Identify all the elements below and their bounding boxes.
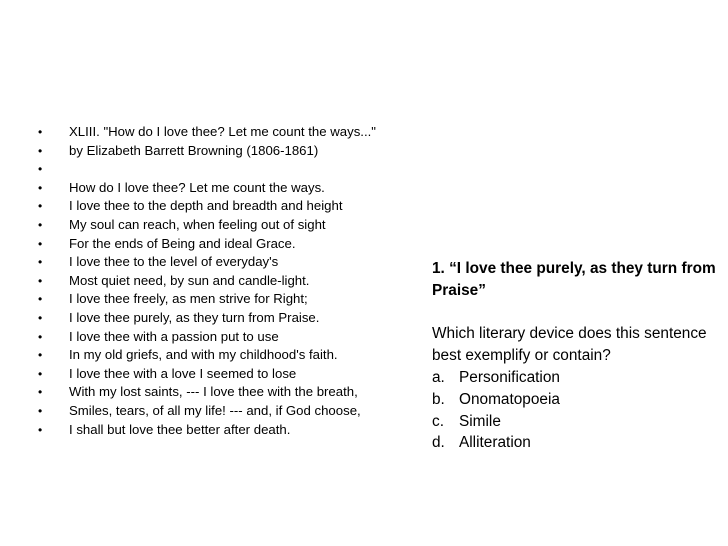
poem-line-text: My soul can reach, when feeling out of sight [69, 216, 326, 232]
question-prompt: Which literary device does this sentence best exemplify or contain? [432, 325, 707, 365]
poem-line [38, 216, 418, 235]
option-letter: a. [432, 368, 445, 386]
poem-line [38, 402, 418, 421]
bullet: • [38, 422, 43, 437]
answer-option-a [432, 367, 722, 389]
bullet: • [38, 255, 43, 270]
answer-options [432, 367, 722, 454]
bullet: • [38, 143, 43, 158]
bullet: • [38, 180, 43, 195]
poem-line [38, 160, 418, 179]
bullet: • [38, 403, 43, 418]
option-letter: d. [432, 434, 445, 452]
option-text: Alliteration [459, 434, 531, 452]
option-letter: b. [432, 390, 445, 408]
bullet: • [38, 199, 43, 214]
bullet: • [38, 236, 43, 251]
poem-line [38, 309, 418, 328]
poem-line [38, 235, 418, 254]
question-box [432, 258, 722, 454]
bullet: • [38, 348, 43, 363]
poem-line-text: by Elizabeth Barrett Browning (1806-1861) [69, 142, 319, 158]
poem-line [38, 290, 418, 309]
poem-line [38, 328, 418, 347]
bullet: • [38, 310, 43, 325]
bullet: • [38, 385, 43, 400]
bullet: • [38, 162, 43, 177]
poem-line [38, 346, 418, 365]
poem-line [38, 272, 418, 291]
option-text: Simile [459, 412, 501, 430]
poem-line-text: How do I love thee? Let me count the ways. [69, 179, 325, 195]
poem-line [38, 253, 418, 272]
bullet: • [38, 292, 43, 307]
spacer [432, 302, 722, 324]
answer-option-b [432, 389, 722, 411]
poem-line-text: With my lost saints, --- I love thee with the breath, [69, 384, 358, 400]
answer-option-c [432, 411, 722, 433]
bullet: • [38, 125, 43, 139]
bullet: • [38, 273, 43, 288]
poem-line-text: XLIII. "How do I love thee? Let me count the ways..." [69, 124, 376, 139]
poem-line-text: I love thee purely, as they turn from Praise. [69, 309, 320, 325]
poem-line [38, 421, 418, 440]
poem-line-text: Smiles, tears, of all my life! --- and, if God choose, [69, 402, 361, 418]
poem-line-text: In my old griefs, and with my childhood's faith. [69, 347, 338, 363]
poem-line [38, 383, 418, 402]
option-text: Personification [459, 368, 560, 386]
answer-option-d [432, 432, 722, 454]
poem-line-text: I shall but love thee better after death. [69, 421, 291, 437]
poem-line-text: I love thee to the level of everyday's [69, 254, 279, 270]
poem-line-text: I love thee with a passion put to use [69, 328, 279, 344]
poem-line [38, 365, 418, 384]
question-heading: 1. “I love thee purely, as they turn from Praise” [432, 260, 716, 299]
poem-line-text: I love thee with a love I seemed to lose [69, 365, 297, 381]
poem-line-text: I love thee freely, as men strive for Right; [69, 291, 308, 307]
poem-line-text: For the ends of Being and ideal Grace. [69, 235, 296, 251]
option-text: Onomatopoeia [459, 390, 560, 408]
poem-line-text: I love thee to the depth and breadth and height [69, 198, 343, 214]
poem-line [38, 142, 418, 161]
poem-list [38, 123, 418, 439]
option-letter: c. [432, 412, 444, 430]
poem-line [38, 197, 418, 216]
poem-line-text: Most quiet need, by sun and candle-light. [69, 272, 310, 288]
bullet: • [38, 329, 43, 344]
poem-line [38, 179, 418, 198]
bullet: • [38, 217, 43, 232]
bullet: • [38, 366, 43, 381]
poem-line [38, 123, 418, 142]
